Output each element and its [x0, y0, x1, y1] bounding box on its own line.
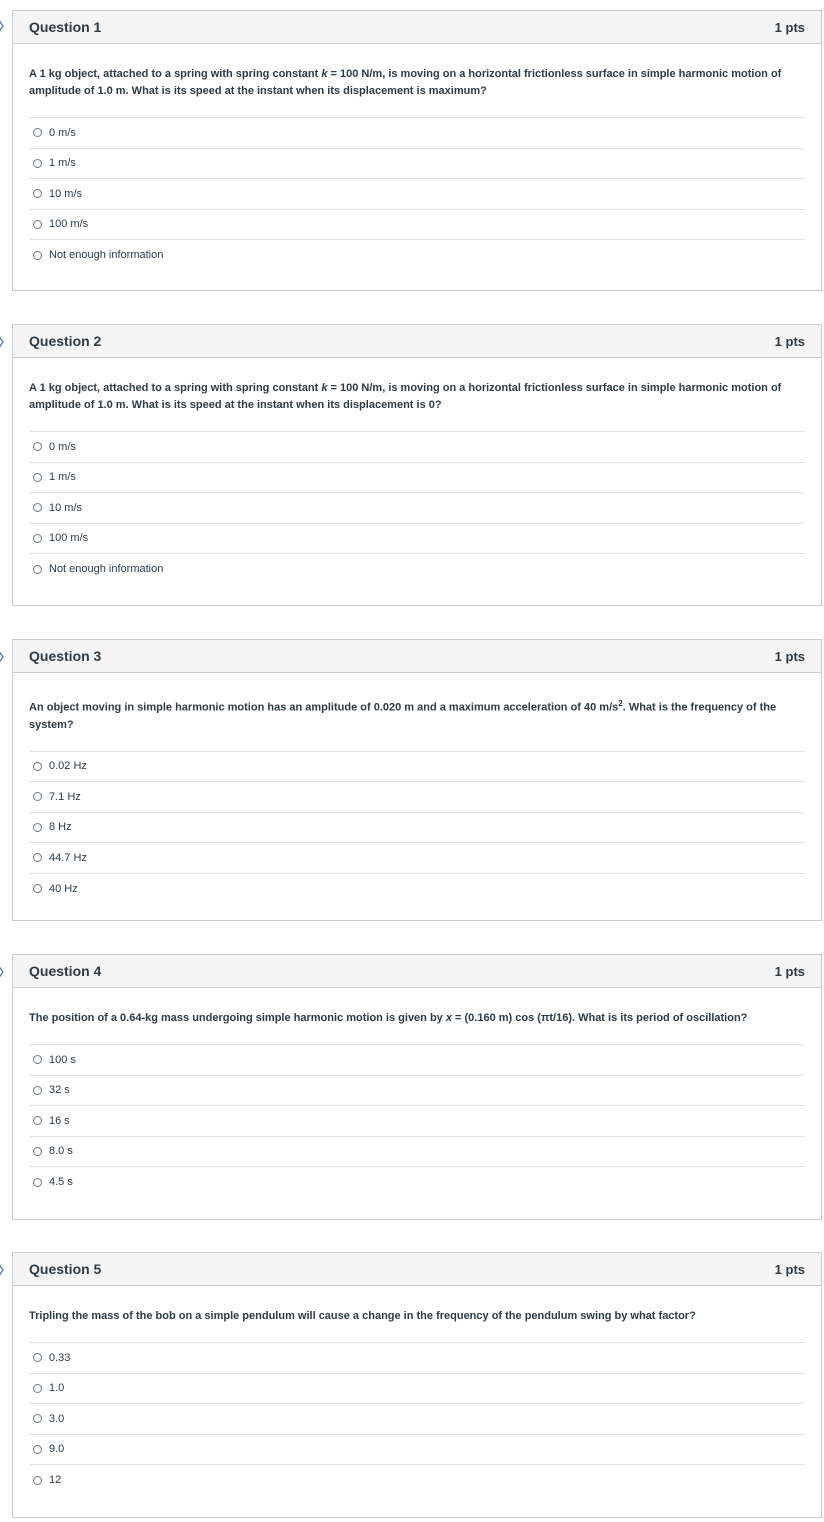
radio-button[interactable]: [33, 159, 42, 168]
question-title: Question 1: [29, 19, 102, 35]
radio-button[interactable]: [33, 442, 42, 451]
answer-option[interactable]: [29, 843, 805, 874]
answer-label: 8 Hz: [49, 821, 72, 834]
answer-label: 7.1 Hz: [49, 790, 81, 803]
answer-option[interactable]: [29, 874, 805, 905]
question-text: A 1 kg object, attached to a spring with spring constant k = 100 N/m, is moving on a horizontal frictionless surface in simple harmonic motion of amplitude of 1.0 m. What is its speed at the instant when its displacement is maximum?: [29, 68, 782, 97]
answer-option[interactable]: [29, 1435, 805, 1466]
answer-label: 8.0 s: [49, 1145, 73, 1158]
answer-label: 10 m/s: [49, 187, 83, 200]
answer-list: [29, 1342, 805, 1496]
radio-button[interactable]: [33, 565, 42, 574]
radio-button[interactable]: [33, 823, 42, 832]
answer-label: 0 m/s: [49, 126, 76, 139]
answer-option[interactable]: [29, 1106, 805, 1137]
answer-option[interactable]: [29, 179, 805, 210]
radio-button[interactable]: [33, 1055, 42, 1064]
answer-option[interactable]: [29, 240, 805, 271]
answer-option[interactable]: [29, 1076, 805, 1107]
radio-button[interactable]: [33, 1086, 42, 1095]
answer-label: Not enough information: [49, 563, 164, 576]
question-title: Question 4: [29, 963, 102, 979]
answer-label: 100 m/s: [49, 218, 89, 231]
question-header: [13, 640, 821, 673]
answer-option[interactable]: [29, 1045, 805, 1076]
radio-button[interactable]: [33, 128, 42, 137]
answer-label: 0.33: [49, 1351, 71, 1364]
question-nav-marker-5: [0, 1262, 5, 1278]
question-text: An object moving in simple harmonic motion has an amplitude of 0.020 m and a maximum acceleration of 40 $m/s^2$. What is the frequency of the system?: [29, 699, 777, 731]
answer-option[interactable]: [29, 493, 805, 524]
question-header: [13, 955, 821, 988]
answer-label: 32 s: [49, 1084, 70, 1097]
answer-list: [29, 117, 805, 271]
answer-option[interactable]: [29, 524, 805, 555]
answer-label: 44.7 Hz: [49, 851, 87, 864]
question-nav-marker-2: [0, 334, 5, 350]
answer-label: 100 s: [49, 1053, 76, 1066]
question-text: The position of a 0.64-kg mass undergoing simple harmonic motion is given by x = (0.160 m) cos (πt/16). What is its period of oscillation?: [29, 1012, 748, 1024]
answer-option[interactable]: [29, 463, 805, 494]
answer-option[interactable]: [29, 1137, 805, 1168]
answer-option[interactable]: [29, 1374, 805, 1405]
answer-label: 1.0: [49, 1382, 65, 1395]
radio-button[interactable]: [33, 534, 42, 543]
radio-button[interactable]: [33, 251, 42, 260]
radio-button[interactable]: [33, 1116, 42, 1125]
question-points: 1 pts: [774, 1261, 805, 1277]
answer-option[interactable]: [29, 1167, 805, 1198]
radio-button[interactable]: [33, 1445, 42, 1454]
answer-label: Not enough information: [49, 249, 164, 262]
question-points: 1 pts: [774, 19, 805, 35]
question-4: [12, 954, 822, 1220]
question-nav-marker-3: [0, 649, 5, 665]
radio-button[interactable]: [33, 792, 42, 801]
answer-label: 10 m/s: [49, 501, 83, 514]
radio-button[interactable]: [33, 189, 42, 198]
answer-label: 1 m/s: [49, 157, 76, 170]
answer-label: 9.0: [49, 1443, 65, 1456]
question-title: Question 2: [29, 333, 102, 349]
question-points: 1 pts: [774, 963, 805, 979]
radio-button[interactable]: [33, 853, 42, 862]
radio-button[interactable]: [33, 1178, 42, 1187]
question-nav-marker-4: [0, 964, 5, 980]
question-text: Tripling the mass of the bob on a simple pendulum will cause a change in the frequency of the pendulum swing by what factor?: [29, 1310, 696, 1322]
answer-label: 16 s: [49, 1114, 70, 1127]
answer-label: 1 m/s: [49, 471, 76, 484]
radio-button[interactable]: [33, 220, 42, 229]
question-header: [13, 325, 821, 358]
answer-option[interactable]: [29, 118, 805, 149]
answer-label: 4.5 s: [49, 1176, 73, 1189]
radio-button[interactable]: [33, 1414, 42, 1423]
question-title: Question 3: [29, 648, 102, 664]
question-3: [12, 639, 822, 921]
radio-button[interactable]: [33, 762, 42, 771]
answer-label: 40 Hz: [49, 882, 78, 895]
answer-label: 0 m/s: [49, 440, 76, 453]
question-header: [13, 1253, 821, 1286]
answer-option[interactable]: [29, 1404, 805, 1435]
answer-list: [29, 431, 805, 585]
answer-option[interactable]: [29, 813, 805, 844]
radio-button[interactable]: [33, 503, 42, 512]
answer-label: 100 m/s: [49, 532, 89, 545]
answer-list: [29, 1044, 805, 1198]
question-2: [12, 324, 822, 606]
question-points: 1 pts: [774, 648, 805, 664]
answer-option[interactable]: [29, 1465, 805, 1496]
answer-label: 12: [49, 1474, 62, 1487]
radio-button[interactable]: [33, 1384, 42, 1393]
radio-button[interactable]: [33, 1476, 42, 1485]
radio-button[interactable]: [33, 1353, 42, 1362]
radio-button[interactable]: [33, 884, 42, 893]
question-5: [12, 1252, 822, 1518]
answer-option[interactable]: [29, 554, 805, 585]
answer-label: 3.0: [49, 1412, 65, 1425]
question-text: A 1 kg object, attached to a spring with spring constant k = 100 N/m, is moving on a horizontal frictionless surface in simple harmonic motion of amplitude of 1.0 m. What is its speed at the instant when its displacement is 0?: [29, 382, 782, 411]
answer-option[interactable]: [29, 1343, 805, 1374]
answer-label: 0.02 Hz: [49, 760, 87, 773]
question-header: [13, 11, 821, 44]
question-1: [12, 10, 822, 291]
answer-option[interactable]: [29, 210, 805, 241]
answer-option[interactable]: [29, 432, 805, 463]
answer-option[interactable]: [29, 782, 805, 813]
question-title: Question 5: [29, 1261, 102, 1277]
answer-option[interactable]: [29, 149, 805, 180]
question-points: 1 pts: [774, 333, 805, 349]
question-nav-marker-1: [0, 18, 5, 34]
radio-button[interactable]: [33, 473, 42, 482]
answer-list: [29, 751, 805, 905]
radio-button[interactable]: [33, 1147, 42, 1156]
answer-option[interactable]: [29, 752, 805, 783]
